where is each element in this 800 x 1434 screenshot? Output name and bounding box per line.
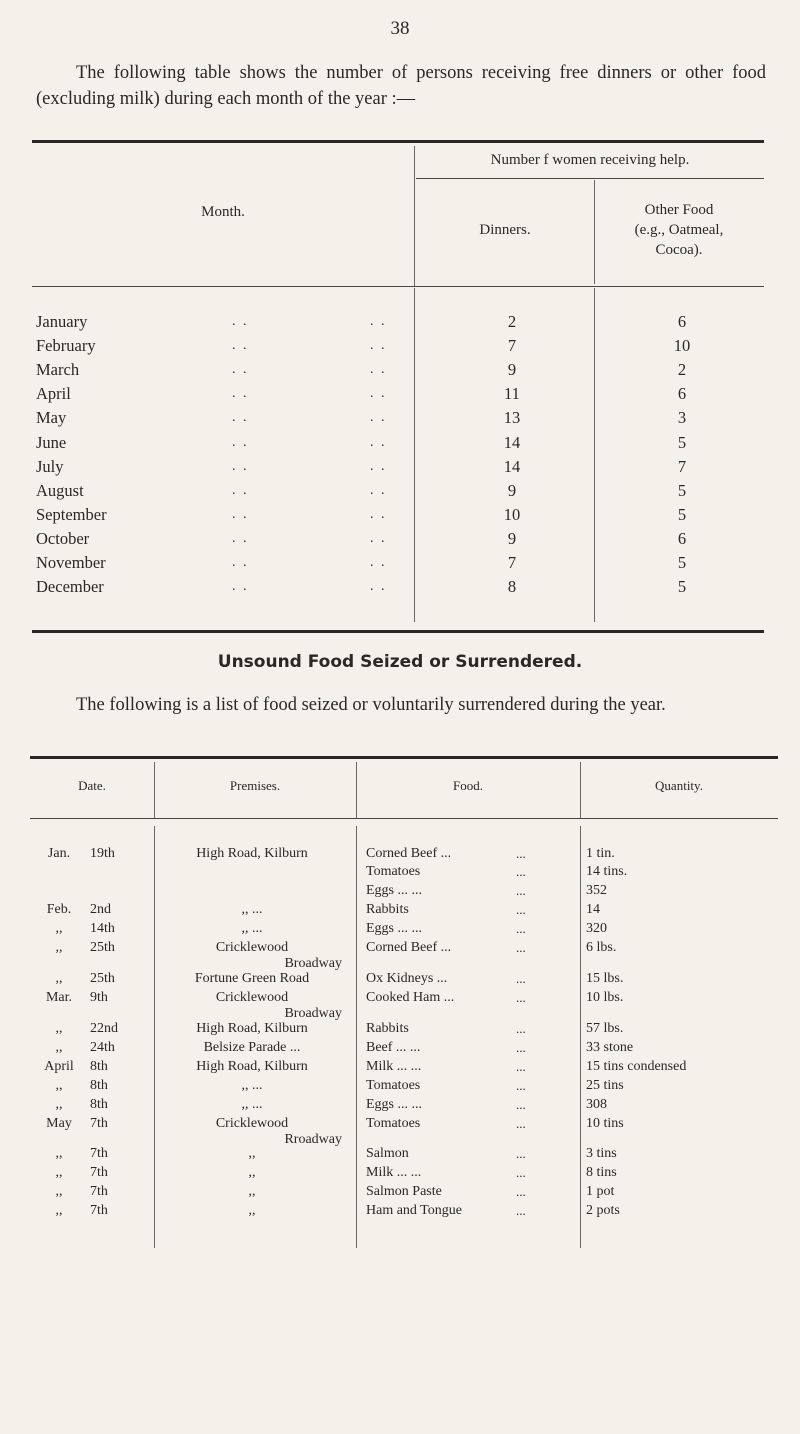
dinners-cell: 13 — [503, 408, 521, 427]
leader-dots: . . — [232, 338, 249, 353]
leader-dots: ... — [516, 902, 526, 917]
quantity-header: Quantity. — [655, 778, 703, 793]
leader-dots: . . — [232, 483, 249, 498]
quantity-cell: 3 tins — [586, 1146, 617, 1161]
leader-dots: . . — [370, 410, 387, 425]
unsound-food-table — [30, 756, 778, 1276]
food-cell: Tomatoes — [366, 1078, 421, 1093]
dinners-cell: 10 — [503, 505, 521, 524]
other-food-cell: 6 — [677, 529, 687, 548]
date-month-cell: ,, — [55, 1146, 63, 1161]
leader-dots: . . — [370, 338, 387, 353]
food-cell: Rabbits — [366, 902, 409, 917]
date-month-cell: Mar. — [45, 990, 73, 1005]
food-cell: Corned Beef ... — [366, 940, 452, 955]
group-header-rule — [416, 178, 764, 179]
leader-dots: . . — [232, 362, 249, 377]
leader-dots: . . — [232, 410, 249, 425]
date-day-cell: 8th — [90, 1078, 108, 1093]
date-day-cell: 2nd — [90, 902, 111, 917]
leader-dots: ... — [516, 1165, 526, 1180]
leader-dots: . . — [232, 555, 249, 570]
quantity-cell: 15 tins condensed — [586, 1059, 687, 1074]
dinners-cell: 8 — [507, 577, 517, 596]
top-rule — [32, 140, 764, 143]
month-cell: March — [36, 360, 80, 379]
leader-dots: ... — [516, 1184, 526, 1199]
food-cell: Eggs ... ... — [366, 883, 422, 898]
quantity-cell: 10 tins — [586, 1116, 624, 1131]
other-food-cell: 7 — [677, 457, 687, 476]
other-food-cell: 3 — [677, 408, 687, 427]
food-cell: Eggs ... ... — [366, 921, 422, 936]
leader-dots: . . — [232, 314, 249, 329]
section-intro: The following is a list of food seized or voluntarily surrendered during the year. — [76, 695, 666, 715]
month-cell: December — [36, 577, 104, 596]
bottom-rule — [32, 630, 764, 633]
date-month-cell: Feb. — [46, 902, 72, 917]
date-month-cell: ,, — [55, 1040, 63, 1055]
premises-cell-continued: Broadway — [284, 956, 342, 971]
leader-dots: . . — [370, 459, 387, 474]
date-day-cell: 9th — [90, 990, 108, 1005]
food-cell: Ox Kidneys ... — [366, 971, 448, 986]
leader-dots: ... — [516, 940, 526, 955]
leader-dots: ... — [516, 1097, 526, 1112]
date-day-cell: 7th — [90, 1165, 108, 1180]
leader-dots: . . — [232, 435, 249, 450]
date-day-cell: 7th — [90, 1203, 108, 1218]
premises-cell: ,, — [248, 1165, 256, 1180]
other-food-header — [594, 200, 764, 260]
leader-dots: . . — [370, 483, 387, 498]
date-month-cell: ,, — [55, 1078, 63, 1093]
header-rule — [30, 818, 778, 819]
date-day-cell: 25th — [90, 940, 115, 955]
date-day-cell: 7th — [90, 1116, 108, 1131]
food-cell: Milk ... ... — [366, 1165, 422, 1180]
quantity-cell: 352 — [586, 883, 607, 898]
header-rule — [32, 286, 764, 287]
leader-dots: . . — [370, 555, 387, 570]
food-cell: Rabbits — [366, 1021, 409, 1036]
quantity-cell: 308 — [586, 1097, 607, 1112]
date-day-cell: 25th — [90, 971, 115, 986]
leader-dots: . . — [370, 362, 387, 377]
quantity-cell: 15 lbs. — [586, 971, 624, 986]
date-day-cell: 7th — [90, 1146, 108, 1161]
leader-dots: . . — [232, 531, 249, 546]
month-cell: May — [36, 408, 67, 427]
other-food-header-line: Other Food — [644, 202, 714, 218]
quantity-cell: 25 tins — [586, 1078, 624, 1093]
date-month-cell: ,, — [55, 1203, 63, 1218]
free-dinners-table — [32, 140, 764, 634]
section-title: Unsound Food Seized or Surrendered. — [217, 652, 583, 672]
column-divider — [580, 826, 581, 1248]
column-divider — [414, 288, 415, 622]
leader-dots: ... — [516, 1203, 526, 1218]
food-cell: Milk ... ... — [366, 1059, 422, 1074]
leader-dots: ... — [516, 1040, 526, 1055]
quantity-cell: 8 tins — [586, 1165, 617, 1180]
leader-dots: ... — [516, 1059, 526, 1074]
date-day-cell: 8th — [90, 1059, 108, 1074]
month-cell: April — [36, 384, 71, 403]
quantity-cell: 33 stone — [586, 1040, 634, 1055]
leader-dots: . . — [370, 531, 387, 546]
food-cell: Ham and Tongue — [366, 1203, 462, 1218]
leader-dots: ... — [516, 1116, 526, 1131]
premises-cell: ,, ... — [241, 902, 263, 917]
other-food-header-line: Cocoa). — [655, 242, 703, 258]
dinners-cell: 9 — [507, 529, 517, 548]
leader-dots: ... — [516, 883, 526, 898]
other-food-header-line: (e.g., Oatmeal, — [634, 222, 724, 238]
date-day-cell: 8th — [90, 1097, 108, 1112]
month-header: Month. — [201, 204, 245, 220]
date-day-cell: 19th — [90, 846, 115, 861]
premises-cell: High Road, Kilburn — [196, 1059, 308, 1074]
leader-dots: . . — [370, 507, 387, 522]
premises-cell: ,, ... — [241, 921, 263, 936]
leader-dots: ... — [516, 846, 526, 861]
date-month-cell: Jan. — [47, 846, 71, 861]
intro-paragraph: The following table shows the number of persons receiving free dinners or other food (excluding milk) during each month of the year :— — [36, 63, 766, 109]
premises-cell: Cricklewood — [215, 1116, 289, 1131]
column-divider — [594, 288, 595, 622]
food-cell: Tomatoes — [366, 864, 421, 879]
dinners-header: Dinners. — [479, 222, 531, 238]
dinners-cell: 14 — [503, 457, 521, 476]
date-month-cell: ,, — [55, 940, 63, 955]
date-month-cell: ,, — [55, 921, 63, 936]
premises-header: Premises. — [229, 778, 281, 793]
premises-cell: ,, — [248, 1184, 256, 1199]
month-cell: July — [36, 457, 64, 476]
month-cell: September — [36, 505, 107, 524]
other-food-cell: 5 — [677, 433, 687, 452]
top-rule — [30, 756, 778, 759]
other-food-cell: 5 — [677, 481, 687, 500]
dinners-cell: 2 — [507, 312, 517, 331]
leader-dots: . . — [232, 386, 249, 401]
food-cell: Cooked Ham ... — [366, 990, 455, 1005]
premises-cell: Cricklewood — [215, 940, 289, 955]
dinners-cell: 7 — [507, 553, 517, 572]
date-month-cell: ,, — [55, 971, 63, 986]
food-header: Food. — [453, 778, 483, 793]
date-header: Date. — [78, 778, 106, 793]
other-food-cell: 6 — [677, 384, 687, 403]
leader-dots: ... — [516, 1078, 526, 1093]
leader-dots: . . — [232, 459, 249, 474]
date-month-cell: ,, — [55, 1021, 63, 1036]
dinners-cell: 7 — [507, 336, 517, 355]
other-food-cell: 5 — [677, 505, 687, 524]
other-food-cell: 10 — [673, 336, 691, 355]
month-cell: June — [36, 433, 67, 452]
date-month-cell: ,, — [55, 1184, 63, 1199]
leader-dots: ... — [516, 921, 526, 936]
premises-cell: ,, — [248, 1203, 256, 1218]
premises-cell: ,, — [248, 1146, 256, 1161]
quantity-cell: 6 lbs. — [586, 940, 617, 955]
food-cell: Salmon Paste — [366, 1184, 442, 1199]
food-cell: Tomatoes — [366, 1116, 421, 1131]
leader-dots: ... — [516, 864, 526, 879]
quantity-cell: 2 pots — [586, 1203, 620, 1218]
date-month-cell: April — [44, 1059, 74, 1074]
leader-dots: ... — [516, 1146, 526, 1161]
premises-cell: Fortune Green Road — [194, 971, 310, 986]
leader-dots: ... — [516, 990, 526, 1005]
leader-dots: . . — [370, 314, 387, 329]
date-month-cell: ,, — [55, 1165, 63, 1180]
quantity-cell: 14 tins. — [586, 864, 628, 879]
date-day-cell: 24th — [90, 1040, 115, 1055]
premises-cell: ,, ... — [241, 1078, 263, 1093]
column-divider — [356, 826, 357, 1248]
quantity-cell: 57 lbs. — [586, 1021, 624, 1036]
other-food-cell: 5 — [677, 553, 687, 572]
quantity-cell: 320 — [586, 921, 607, 936]
other-food-cell: 2 — [677, 360, 687, 379]
month-cell: August — [36, 481, 84, 500]
leader-dots: . . — [232, 579, 249, 594]
dinners-cell: 9 — [507, 481, 517, 500]
date-day-cell: 22nd — [90, 1021, 118, 1036]
other-food-cell: 6 — [677, 312, 687, 331]
quantity-cell: 1 pot — [586, 1184, 615, 1199]
food-cell: Eggs ... ... — [366, 1097, 422, 1112]
premises-cell: High Road, Kilburn — [196, 1021, 308, 1036]
other-food-cell: 5 — [677, 577, 687, 596]
month-cell: October — [36, 529, 90, 548]
premises-cell: ,, ... — [241, 1097, 263, 1112]
date-month-cell: ,, — [55, 1097, 63, 1112]
leader-dots: . . — [370, 579, 387, 594]
leader-dots: ... — [516, 971, 526, 986]
page-number: 38 — [390, 18, 410, 39]
leader-dots: . . — [232, 507, 249, 522]
premises-cell-continued: Rroadway — [284, 1132, 342, 1147]
quantity-cell: 10 lbs. — [586, 990, 624, 1005]
date-day-cell: 14th — [90, 921, 115, 936]
month-cell: January — [36, 312, 88, 331]
group-header: Number f women receiving help. — [490, 152, 690, 168]
date-month-cell: May — [46, 1116, 72, 1131]
food-cell: Corned Beef ... — [366, 846, 452, 861]
food-cell: Beef ... ... — [366, 1040, 421, 1055]
premises-cell-continued: Broadway — [284, 1006, 342, 1021]
leader-dots: ... — [516, 1021, 526, 1036]
premises-cell: Cricklewood — [215, 990, 289, 1005]
leader-dots: . . — [370, 435, 387, 450]
month-cell: February — [36, 336, 96, 355]
dinners-cell: 11 — [504, 384, 520, 403]
dinners-cell: 9 — [507, 360, 517, 379]
quantity-cell: 1 tin. — [586, 846, 615, 861]
month-cell: November — [36, 553, 106, 572]
column-divider — [414, 146, 415, 286]
food-cell: Salmon — [366, 1146, 409, 1161]
quantity-cell: 14 — [586, 902, 600, 917]
dinners-cell: 14 — [503, 433, 521, 452]
date-day-cell: 7th — [90, 1184, 108, 1199]
premises-cell: High Road, Kilburn — [196, 846, 308, 861]
premises-cell: Belsize Parade ... — [203, 1040, 301, 1055]
leader-dots: . . — [370, 386, 387, 401]
